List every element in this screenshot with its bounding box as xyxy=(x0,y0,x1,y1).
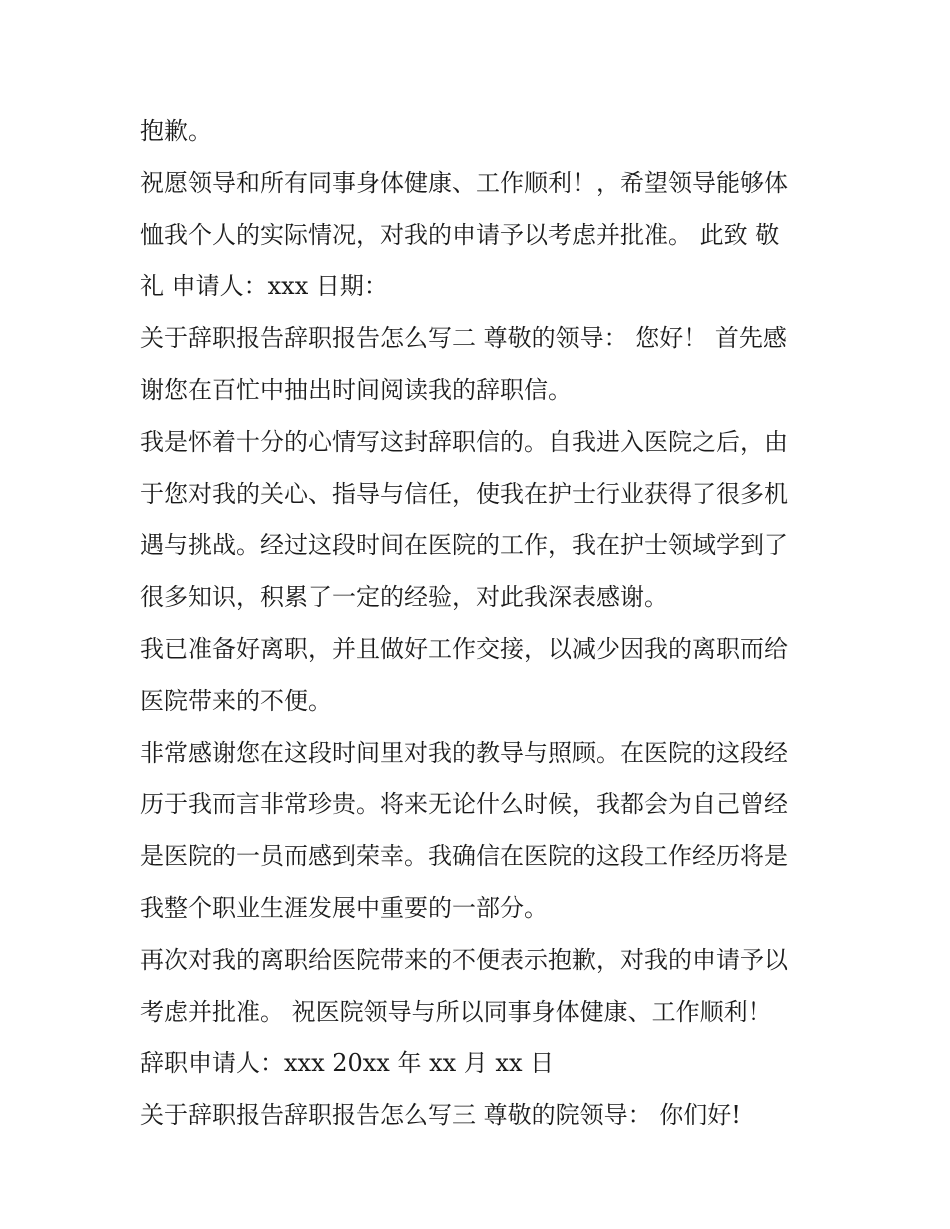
text-line-4: 礼 申请人：xxx 日期： xyxy=(140,272,388,301)
text-line-20: 关于辞职报告辞职报告怎么写三 尊敬的院领导： 你们好! xyxy=(140,1101,741,1130)
text-line-1: 抱歉。 xyxy=(140,117,212,145)
text-line-7: 我是怀着十分的心情写这封辞职信的。自我进入医院之后，由 xyxy=(140,427,788,456)
text-line-3: 恤我个人的实际情况，对我的申请予以考虑并批准。 此致 敬 xyxy=(140,220,780,249)
text-line-2: 祝愿领导和所有同事身体健康、工作顺利！，希望领导能够体 xyxy=(140,168,788,197)
text-line-14: 历于我而言非常珍贵。将来无论什么时候，我都会为自己曾经 xyxy=(140,790,788,819)
text-line-5: 关于辞职报告辞职报告怎么写二 尊敬的领导： 您好！ 首先感 xyxy=(140,324,787,353)
text-line-17: 再次对我的离职给医院带来的不便表示抱歉，对我的申请予以 xyxy=(140,945,788,974)
text-line-13: 非常感谢您在这段时间里对我的教导与照顾。在医院的这段经 xyxy=(140,738,788,767)
text-line-15: 是医院的一员而感到荣幸。我确信在医院的这段工作经历将是 xyxy=(140,842,788,871)
document-body xyxy=(140,106,820,1142)
text-line-19: 辞职申请人：xxx 20xx 年 xx 月 xx 日 xyxy=(140,1049,555,1078)
text-line-8: 于您对我的关心、指导与信任，使我在护士行业获得了很多机 xyxy=(140,479,788,508)
text-line-12: 医院带来的不便。 xyxy=(140,686,332,715)
text-line-9: 遇与挑战。经过这段时间在医院的工作，我在护士领域学到了 xyxy=(140,531,788,560)
text-line-10: 很多知识，积累了一定的经验，对此我深表感谢。 xyxy=(140,583,668,612)
text-line-6: 谢您在百忙中抽出时间阅读我的辞职信。 xyxy=(140,375,572,404)
text-line-11: 我已准备好离职，并且做好工作交接，以减少因我的离职而给 xyxy=(140,634,788,663)
text-line-18: 考虑并批准。 祝医院领导与所以同事身体健康、工作顺利！ xyxy=(140,997,772,1026)
text-line-16: 我整个职业生涯发展中重要的一部分。 xyxy=(140,893,548,922)
